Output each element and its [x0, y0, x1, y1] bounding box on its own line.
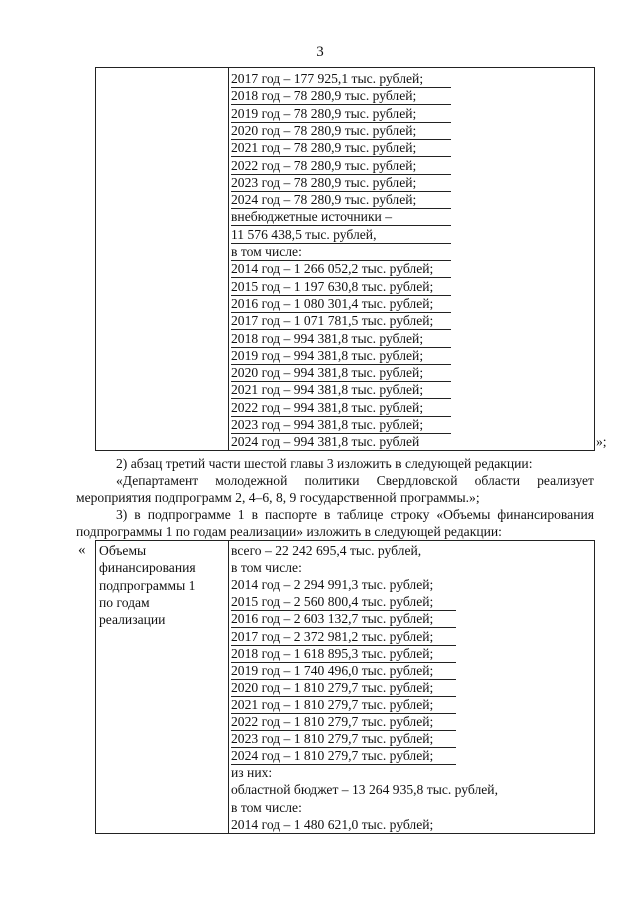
table-line: 2018 год – 994 381,8 тыс. рублей; [231, 330, 451, 348]
page-number: 3 [316, 44, 324, 60]
table-line: 2021 год – 78 280,9 тыс. рублей; [231, 139, 451, 157]
table-line: внебюджетные источники – [231, 208, 451, 226]
table-line: 2022 год – 78 280,9 тыс. рублей; [231, 157, 451, 175]
row-label-line: подпрограммы 1 [99, 577, 196, 593]
table-line: из них: [231, 765, 273, 781]
table-line: 2018 год – 78 280,9 тыс. рублей; [231, 87, 451, 105]
table-line: 2019 год – 994 381,8 тыс. рублей; [231, 347, 451, 365]
table-left-column [96, 68, 229, 450]
paragraph-quote-line-1: «Департамент молодежной политики Свердловской области реализует [116, 473, 594, 488]
table-line: 2017 год – 1 071 781,5 тыс. рублей; [231, 312, 451, 330]
table-line: 2016 год – 1 080 301,4 тыс. рублей; [231, 295, 451, 313]
table-line: 2014 год – 1 266 052,2 тыс. рублей; [231, 260, 451, 278]
table-line: 2023 год – 994 381,8 тыс. рублей; [231, 416, 451, 434]
table-line: 2019 год – 1 740 496,0 тыс. рублей; [231, 662, 456, 680]
table-line: 2018 год – 1 618 895,3 тыс. рублей; [231, 645, 456, 663]
table-line: 11 576 438,5 тыс. рублей, [231, 226, 451, 244]
table-line: 2016 год – 2 603 132,7 тыс. рублей; [231, 610, 456, 628]
table-line: 2023 год – 1 810 279,7 тыс. рублей; [231, 730, 456, 748]
table-line: 2023 год – 78 280,9 тыс. рублей; [231, 174, 451, 192]
table-line: 2014 год – 2 294 991,3 тыс. рублей; [231, 577, 434, 593]
table-line: 2022 год – 994 381,8 тыс. рублей; [231, 399, 451, 417]
table-line: в том числе: [231, 243, 451, 261]
table-line: 2024 год – 1 810 279,7 тыс. рублей; [231, 747, 456, 765]
paragraph-3-line-2: подпрограммы 1 по годам реализации» изложить в следующей редакции: [76, 524, 502, 539]
row-label-line: финансирования [99, 560, 196, 576]
table-line: в том числе: [231, 560, 302, 576]
table-line: в том числе: [231, 799, 302, 815]
table-line: 2021 год – 1 810 279,7 тыс. рублей; [231, 696, 456, 714]
paragraph-2-heading: 2) абзац третий части шестой главы 3 изложить в следующей редакции: [116, 456, 533, 471]
table-line: всего – 22 242 695,4 тыс. рублей, [231, 543, 422, 558]
subprogram-financing-table [95, 540, 595, 834]
table-left-column [96, 541, 229, 833]
table-line: 2017 год – 2 372 981,2 тыс. рублей; [231, 628, 456, 646]
paragraph-quote-line-2: мероприятия подпрограмм 2, 4–6, 8, 9 государственной программы.»; [76, 490, 480, 505]
table-line: 2019 год – 78 280,9 тыс. рублей; [231, 105, 451, 123]
table-line: 2017 год – 177 925,1 тыс. рублей; [231, 70, 451, 88]
row-label-line: по годам [99, 594, 150, 610]
row-label-line: реализации [99, 612, 166, 628]
table-line: 2015 год – 1 197 630,8 тыс. рублей; [231, 278, 451, 296]
table-line: областной бюджет – 13 264 935,8 тыс. рублей, [231, 782, 498, 798]
financing-table-continued [95, 67, 595, 451]
row-label-line: Объемы [99, 543, 147, 558]
table-line: 2020 год – 994 381,8 тыс. рублей; [231, 364, 451, 382]
table-line: 2020 год – 1 810 279,7 тыс. рублей; [231, 679, 456, 697]
table-closing-quote: »; [596, 434, 607, 449]
table-line: 2014 год – 1 480 621,0 тыс. рублей; [231, 816, 456, 834]
paragraph-3-line-1: 3) в подпрограмме 1 в паспорте в таблице строку «Объемы финансирования [116, 507, 594, 522]
table-line: 2024 год – 994 381,8 тыс. рублей [231, 434, 420, 450]
table-line: 2015 год – 2 560 800,4 тыс. рублей; [231, 593, 456, 611]
table-line: 2022 год – 1 810 279,7 тыс. рублей; [231, 713, 456, 731]
table-opening-quote: « [78, 542, 86, 558]
table-line: 2020 год – 78 280,9 тыс. рублей; [231, 122, 451, 140]
table-line: 2021 год – 994 381,8 тыс. рублей; [231, 381, 451, 399]
table-line: 2024 год – 78 280,9 тыс. рублей; [231, 191, 451, 209]
